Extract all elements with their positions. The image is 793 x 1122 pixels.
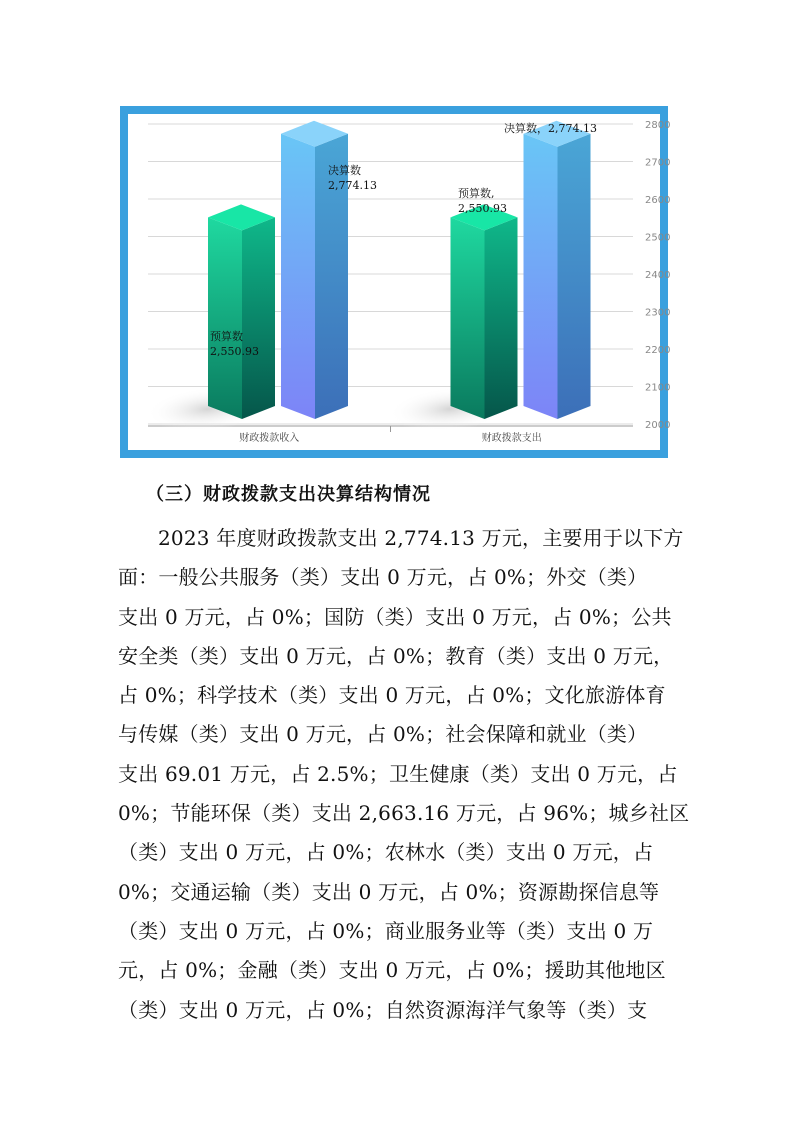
text-line: （类）支出 0 万元，占 0%；商业服务业等（类）支出 0 万 [118, 918, 654, 943]
text-line: 0%；节能环保（类）支出 2,663.16 万元，占 96%；城乡社区 [118, 801, 690, 826]
bar-front [281, 134, 315, 419]
bar-front [524, 134, 558, 419]
body-paragraph [118, 519, 690, 1030]
y-tick-label: 2200 [645, 345, 671, 356]
text-line: 支出 69.01 万元，占 2.5%；卫生健康（类）支出 0 万元，占 [118, 761, 678, 786]
chart-area [128, 114, 671, 450]
bar-chart [128, 114, 671, 450]
text-line: 占 0%；科学技术（类）支出 0 万元，占 0%；文化旅游体育 [118, 683, 666, 708]
text-line: 0%；交通运输（类）支出 0 万元，占 0%；资源勘探信息等 [118, 879, 660, 904]
text-line: 2023 年度财政拨款支出 2,774.13 万元，主要用于以下方 [158, 526, 684, 550]
text-line: 面：一般公共服务（类）支出 0 万元，占 0%；外交（类） [118, 565, 648, 590]
x-category-label: 财政拨款收入 [239, 433, 300, 444]
bar-side [242, 217, 275, 419]
data-label: 2,774.13 [328, 179, 377, 192]
y-tick-label: 2400 [645, 270, 671, 281]
data-label: 预算数, [458, 187, 495, 200]
bar-front [451, 217, 485, 419]
data-label: 2,550.93 [458, 202, 507, 215]
text-line: 安全类（类）支出 0 万元，占 0%；教育（类）支出 0 万元， [118, 643, 674, 668]
data-label: 决算数 [328, 164, 361, 177]
text-line: 元，占 0%；金融（类）支出 0 万元，占 0%；援助其他地区 [118, 958, 666, 983]
data-label: 预算数 [210, 330, 243, 343]
x-category-label: 财政拨款支出 [481, 433, 542, 444]
bar-front [208, 217, 242, 419]
y-tick-label: 2100 [645, 382, 671, 394]
y-tick-label: 2000 [645, 420, 671, 431]
y-tick-label: 2300 [645, 307, 671, 319]
text-line: （类）支出 0 万元，占 0%；农林水（类）支出 0 万元，占 [118, 840, 654, 865]
y-tick-label: 2700 [645, 157, 671, 169]
y-axis-ticks [645, 120, 670, 431]
text-line: 支出 0 万元，占 0%；国防（类）支出 0 万元，占 0%；公共 [118, 604, 672, 629]
bar-side [558, 134, 591, 419]
x-axis-categories [239, 426, 542, 444]
text-line: （类）支出 0 万元，占 0%；自然资源海洋气象等（类）支 [118, 997, 648, 1022]
bar-side [485, 217, 518, 419]
section-heading: （三）财政拨款支出决算结构情况 [146, 484, 431, 505]
bars [208, 121, 591, 419]
chart-frame [120, 106, 671, 458]
data-label: 决算数，2,774.13 [504, 122, 597, 135]
y-tick-label: 2600 [645, 195, 671, 206]
y-tick-label: 2500 [645, 232, 671, 244]
text-line: 与传媒（类）支出 0 万元，占 0%；社会保障和就业（类） [118, 722, 648, 747]
y-tick-label: 2800 [645, 120, 671, 131]
data-label: 2,550.93 [210, 345, 259, 358]
